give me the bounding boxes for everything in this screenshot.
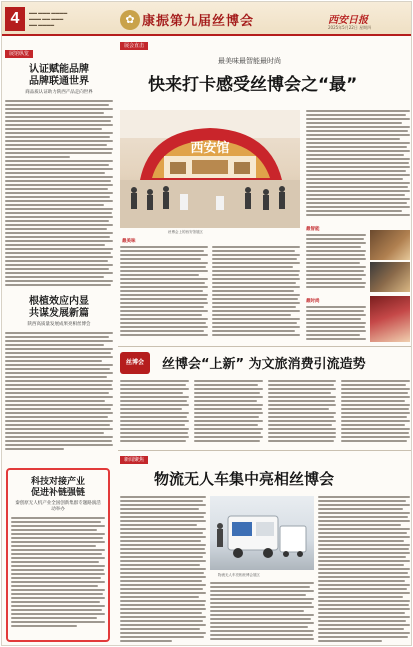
article-body [5, 100, 113, 290]
food-photo [370, 230, 410, 260]
story-body-columns [120, 380, 410, 446]
article-title: 共谋发展新篇 [29, 308, 89, 319]
header-line: ▬▬▬ ▬▬ ▬▬▬ [29, 16, 64, 21]
highlighted-article[interactable] [6, 468, 110, 642]
story-body-columns [120, 246, 300, 342]
section-label: 展馆纵览 [5, 50, 33, 58]
header-line: ▬▬ ▬▬▬ ▬▬▬▬ [29, 10, 68, 15]
photo-caption: 物流无人车亮相丝博会展区 [218, 573, 260, 577]
story-body [306, 110, 410, 220]
story-body [306, 234, 366, 294]
story-title: 物流无人车集中亮相丝博会 [154, 470, 335, 488]
newspaper-masthead: 西安日报 [328, 15, 368, 26]
silk-road-emblem-icon: ✿ [120, 10, 140, 30]
story-body [120, 496, 206, 644]
section-tag: 展会直击 [120, 42, 148, 50]
delivery-vehicle-photo [210, 496, 314, 570]
fashion-photo [370, 296, 410, 342]
story-body [306, 306, 366, 344]
article-body [5, 332, 113, 452]
left-column [5, 40, 113, 645]
story-pretitle: 最美味最智能最时尚 [218, 58, 281, 65]
banner-title: 康振第九届丝博会 [142, 14, 255, 29]
article-subtitle: 商品质认证助力陕西产品走向世界 [25, 90, 93, 95]
vehicle-illustration [210, 496, 314, 570]
story-title: 快来打卡感受丝博会之“最” [148, 75, 358, 95]
product-photo [370, 262, 410, 292]
section-divider [118, 450, 412, 451]
article-title: 品牌联通世界 [29, 76, 89, 87]
page-number: 4 [5, 7, 25, 31]
event-banner [120, 9, 295, 31]
header-line: ▬▬ ▬▬▬▬ [29, 22, 55, 27]
article-title: 根植效应内显 [29, 296, 89, 307]
story-subhead: 最时尚 [306, 299, 320, 304]
article-body [11, 517, 105, 627]
story-body [318, 496, 410, 644]
article-subtitle: 秦创原无人机产业全国创新集群专题路演活动举办 [15, 501, 101, 512]
section-divider [118, 346, 412, 347]
expo-logo-text: 丝博会 [125, 359, 144, 366]
pavilion-illustration [120, 110, 300, 228]
section-tag: 新闻聚焦 [120, 456, 148, 464]
story-body [210, 582, 314, 644]
photo-caption: 丝博会上的西安馆展区 [168, 230, 203, 234]
article-title: 认证赋能品牌 [29, 64, 89, 75]
main-area [118, 40, 412, 645]
story-title: 丝博会“上新” 为文旅消费引流造势 [162, 357, 366, 372]
newspaper-page [1, 1, 412, 646]
story-subhead: 最智能 [306, 227, 320, 232]
pavilion-sign: 西安馆 [190, 141, 230, 156]
article-title: 促进补链强链 [30, 488, 85, 498]
issue-date: 2025年5月22日 星期四 [328, 25, 372, 30]
exhibition-photo [120, 110, 300, 228]
article-subtitle: 陕西高质量发展成果亮相丝博会 [27, 322, 91, 327]
expo-logo [120, 352, 150, 374]
story-subhead: 最美味 [122, 239, 136, 244]
page-header [2, 2, 412, 36]
article-title: 科技对接产业 [30, 477, 85, 487]
